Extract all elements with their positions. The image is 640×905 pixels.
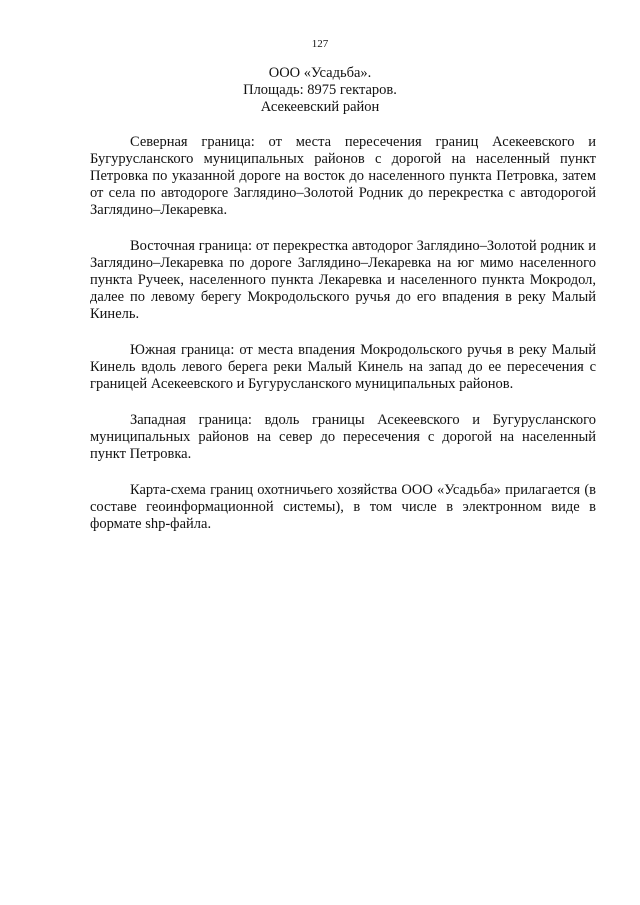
district-name: Асекеевский район [260,99,380,115]
area-line: Площадь: 8975 гектаров. [243,82,397,98]
page-number: 127 [311,38,329,50]
document-header [0,65,640,116]
eastern-border-paragraph: Восточная граница: от перекрестка автодорог Заглядино–Золотой родник и Заглядино–Лекаревка по дороге Заглядино–Лекаревка на юг мимо населенного пункта Ручеек, населенного пункта Лекаревка и населенного пункта Мокродол, далее по левому берегу Мокродольского ручья до его впадения в реку Малый Кинель. [90,238,596,322]
map-scheme-paragraph: Карта-схема границ охотничьего хозяйства ООО «Усадьба» прилагается (в составе геоинформационной системы), в том числе в электронном виде в формате shp-файла. [90,482,596,532]
northern-border-paragraph: Северная граница: от места пересечения границ Асекеевского и Бугурусланского муниципальных районов с дорогой на населенный пункт Петровка по указанной дороге на восток до населенного пункта Петровка, затем от села по автодороге Заглядино–Золотой Родник до перекрестка с автодорогой Заглядино–Лекаревка. [90,134,596,218]
southern-border-paragraph: Южная граница: от места впадения Мокродольского ручья в реку Малый Кинель вдоль левого берега реки Малый Кинель на запад до ее пересечения с границей Асекеевского и Бугурусланского муниципальных районов. [90,342,596,392]
western-border-paragraph: Западная граница: вдоль границы Асекеевского и Бугурусланского муниципальных районов на север до пересечения с дорогой на населенный пункт Петровка. [90,412,596,462]
organization-name: ООО «Усадьба». [268,65,372,81]
document-body [90,134,596,552]
